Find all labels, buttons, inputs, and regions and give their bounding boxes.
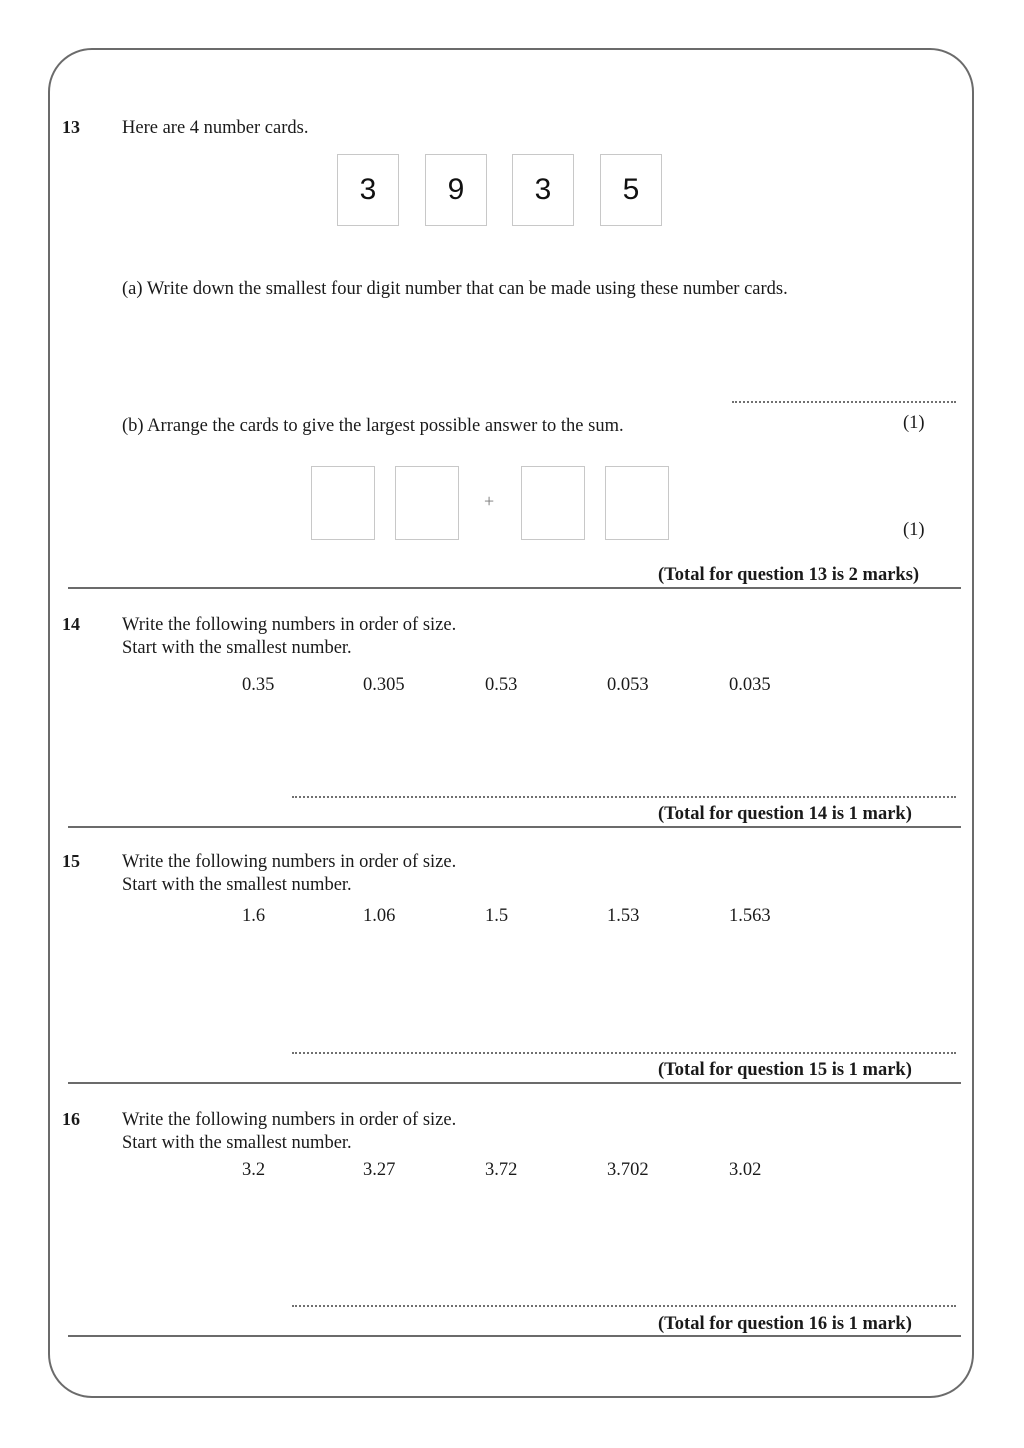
- answer-box[interactable]: [521, 466, 585, 540]
- question-16-total: (Total for question 16 is 1 mark): [658, 1314, 912, 1334]
- number-value: 0.35: [242, 675, 275, 695]
- number-card: 3: [512, 154, 574, 226]
- answer-line-16[interactable]: [292, 1305, 956, 1307]
- question-14-line2: Start with the smallest number.: [122, 638, 352, 658]
- number-card: 5: [600, 154, 662, 226]
- question-13b-marks: (1): [903, 520, 925, 540]
- answer-line-14[interactable]: [292, 796, 956, 798]
- answer-line-13a[interactable]: [732, 401, 956, 403]
- number-value: 1.6: [242, 906, 266, 926]
- answer-box[interactable]: [311, 466, 375, 540]
- number-card: 3: [337, 154, 399, 226]
- question-14-number: 14: [62, 614, 80, 634]
- number-value: 3.27: [363, 1160, 396, 1180]
- question-13a-marks: (1): [903, 413, 925, 433]
- answer-line-15[interactable]: [292, 1052, 956, 1054]
- number-value: 0.305: [363, 675, 405, 695]
- question-16-line1: Write the following numbers in order of size.: [122, 1110, 457, 1130]
- number-value: 3.72: [485, 1160, 518, 1180]
- question-14-line1: Write the following numbers in order of size.: [122, 615, 457, 635]
- number-value: 1.563: [729, 906, 771, 926]
- question-14-total: (Total for question 14 is 1 mark): [658, 804, 912, 824]
- question-13-number: 13: [62, 117, 80, 137]
- question-13a-text: (a) Write down the smallest four digit number that can be made using these number cards.: [122, 279, 788, 299]
- question-15-number: 15: [62, 851, 80, 871]
- number-value: 1.06: [363, 906, 396, 926]
- page-border: [48, 48, 974, 1398]
- answer-box[interactable]: [605, 466, 669, 540]
- question-15-line2: Start with the smallest number.: [122, 875, 352, 895]
- question-13-total: (Total for question 13 is 2 marks): [658, 565, 920, 585]
- question-13b-text: (b) Arrange the cards to give the largest possible answer to the sum.: [122, 416, 624, 436]
- number-value: 3.702: [607, 1160, 649, 1180]
- number-value: 1.53: [607, 906, 640, 926]
- number-value: 0.53: [485, 675, 518, 695]
- number-value: 1.5: [485, 906, 509, 926]
- number-value: 0.053: [607, 675, 649, 695]
- question-16-line2: Start with the smallest number.: [122, 1133, 352, 1153]
- number-value: 3.2: [242, 1160, 266, 1180]
- question-13-intro: Here are 4 number cards.: [122, 118, 309, 138]
- answer-box[interactable]: [395, 466, 459, 540]
- section-divider: [68, 1335, 961, 1337]
- number-value: 3.02: [729, 1160, 762, 1180]
- number-card: 9: [425, 154, 487, 226]
- question-15-total: (Total for question 15 is 1 mark): [658, 1060, 912, 1080]
- plus-sign: +: [484, 491, 495, 511]
- number-value: 0.035: [729, 675, 771, 695]
- section-divider: [68, 587, 961, 589]
- question-16-number: 16: [62, 1109, 80, 1129]
- section-divider: [68, 826, 961, 828]
- section-divider: [68, 1082, 961, 1084]
- question-15-line1: Write the following numbers in order of size.: [122, 852, 457, 872]
